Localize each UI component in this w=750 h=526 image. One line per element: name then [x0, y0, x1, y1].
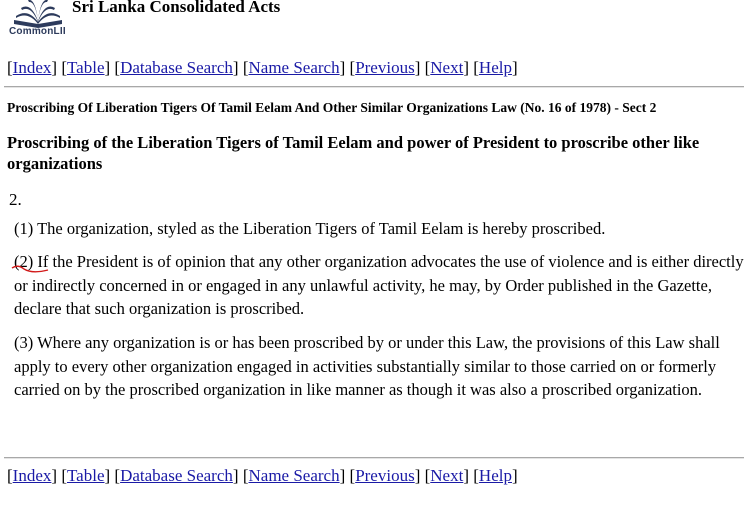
- paragraph-1: (1) The organization, styled as the Liberation Tigers of Tamil Eelam is hereby proscribed.: [14, 219, 606, 238]
- nav-next-link[interactable]: Next: [430, 466, 464, 485]
- section-number: 2.: [9, 190, 22, 209]
- nav-help-link[interactable]: Help: [478, 466, 512, 485]
- nav-index-link[interactable]: Index: [12, 58, 52, 77]
- paragraph-3: (3) Where any organization is or has been proscribed by or under this Law, the provisions of this Law shall apply to every other organization engaged in activities substantially similar to those carried on or formerly carried on by the proscribed organization in like manner as though it was also a proscribed organization.: [14, 333, 720, 399]
- act-breadcrumb: Proscribing Of Liberation Tigers Of Tamil Eelam And Other Similar Organizations Law (No. 16 of 1978) - Sect 2: [7, 100, 657, 115]
- nav-database-search-link[interactable]: Database Search: [120, 58, 233, 77]
- nav-help-link[interactable]: Help: [478, 58, 512, 77]
- nav-database-search-link[interactable]: Database Search: [120, 466, 233, 485]
- divider: [4, 457, 744, 459]
- site-title: Sri Lanka Consolidated Acts: [72, 0, 281, 16]
- top-nav: [Index] [Table] [Database Search] [Name Search] [Previous] [Next] [Help]: [7, 58, 518, 77]
- nav-previous-link[interactable]: Previous: [355, 58, 415, 77]
- commonlii-logo[interactable]: [8, 0, 68, 44]
- nav-table-link[interactable]: Table: [66, 58, 105, 77]
- divider: [4, 86, 744, 88]
- nav-previous-link[interactable]: Previous: [355, 466, 415, 485]
- section-heading: Proscribing of the Liberation Tigers of Tamil Eelam and power of President to proscribe other like organizations: [7, 133, 700, 173]
- red-underline-annotation-icon: [10, 262, 52, 274]
- nav-name-search-link[interactable]: Name Search: [248, 58, 340, 77]
- paragraph-2: (2) If the President is of opinion that any other organization advocates the use of violence and is either directly or indirectly concerned in or engaged in any unlawful activity, he may, by Order published in the Gazette, declare that such organization is proscribed.: [14, 252, 744, 318]
- nav-name-search-link[interactable]: Name Search: [248, 466, 340, 485]
- bottom-nav: [Index] [Table] [Database Search] [Name Search] [Previous] [Next] [Help]: [7, 466, 518, 485]
- nav-next-link[interactable]: Next: [430, 58, 464, 77]
- nav-index-link[interactable]: Index: [12, 466, 52, 485]
- logo-text: CommonLII: [9, 26, 66, 37]
- nav-table-link[interactable]: Table: [66, 466, 105, 485]
